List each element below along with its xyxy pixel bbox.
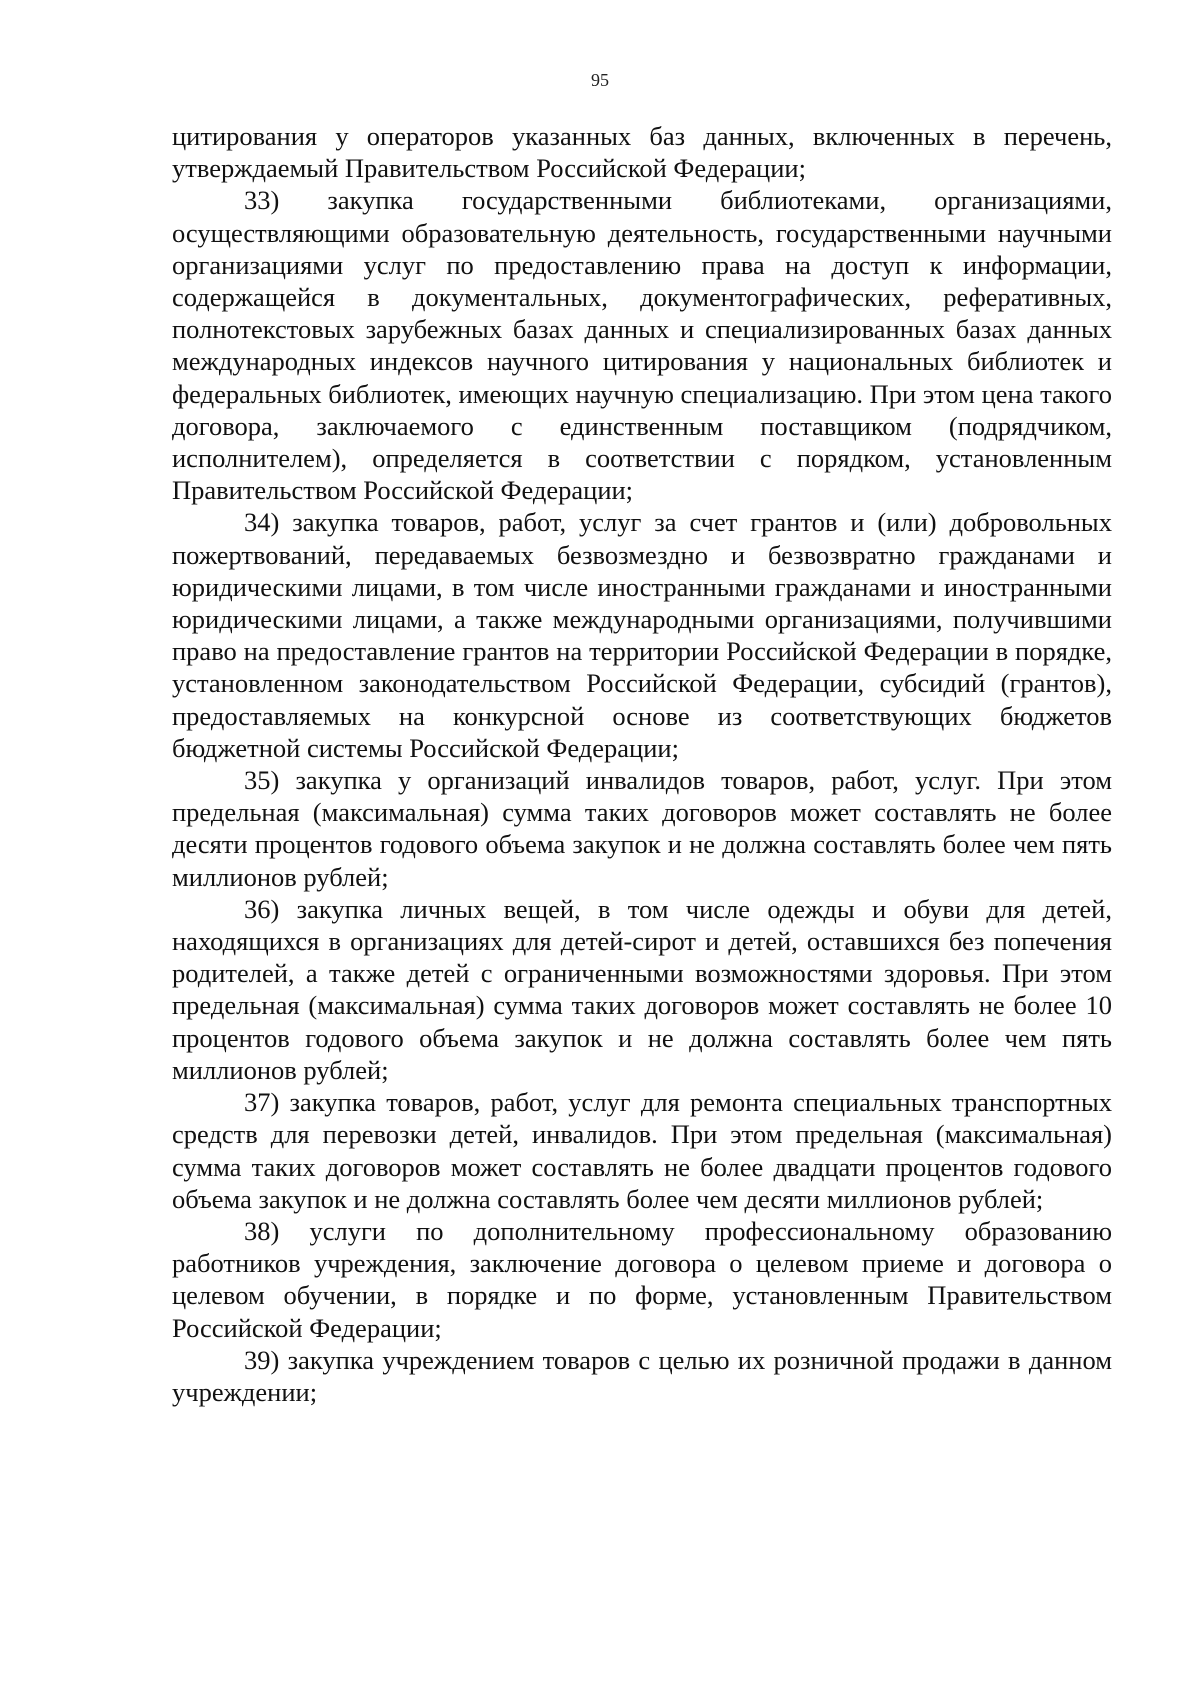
paragraph-item-38: 38) услуги по дополнительному профессиональному образованию работников учреждения, заключение договора о целевом приеме и договора о целевом обучении, в порядке и по форме, установленным Правительством Российской Федерации; bbox=[172, 1215, 1112, 1343]
paragraph-continuation: цитирования у операторов указанных баз данных, включенных в перечень, утверждаемый Правительством Российской Федерации; bbox=[172, 121, 1112, 184]
page-number: 95 bbox=[591, 70, 609, 90]
paragraph-item-39: 39) закупка учреждением товаров с целью их розничной продажи в данном учреждении; bbox=[172, 1344, 1112, 1407]
paragraph-item-36: 36) закупка личных вещей, в том числе одежды и обуви для детей, находящихся в организациях для детей-сирот и детей, оставшихся без попечения родителей, а также детей с ограниченными возможностями здоровья. При этом предельная (максимальная) сумма таких договоров может составлять не более 10 процентов годового объема закупок и не должна составлять более чем пять миллионов рублей; bbox=[172, 893, 1112, 1085]
paragraph-item-37: 37) закупка товаров, работ, услуг для ремонта специальных транспортных средств для перевозки детей, инвалидов. При этом предельная (максимальная) сумма таких договоров может составлять не более двадцати процентов годового объема закупок и не должна составлять более чем десяти миллионов рублей; bbox=[172, 1087, 1112, 1214]
paragraph-item-34: 34) закупка товаров, работ, услуг за счет грантов и (или) добровольных пожертвований, передаваемых безвозмездно и безвозвратно гражданами и юридическими лицами, в том числе иностранными гражданами и иностранными юридическими лицами, а также международными организациями, получившими право на предоставление грантов на территории Российской Федерации в порядке, установленном законодательством Российской Федерации, субсидий (грантов), предоставляемых на конкурсной основе из соответствующих бюджетов бюджетной системы Российской Федерации; bbox=[172, 507, 1112, 763]
document-body bbox=[172, 120, 1112, 1408]
paragraph-item-33: 33) закупка государственными библиотеками, организациями, осуществляющими образовательную деятельность, государственными научными организациями услуг по предоставлению права на доступ к информации, содержащейся в документальных, документографических, реферативных, полнотекстовых зарубежных базах данных и специализированных базах данных международных индексов научного цитирования у национальных библиотек и федеральных библиотек, имеющих научную специализацию. При этом цена такого договора, заключаемого с единственным поставщиком (подрядчиком, исполнителем), определяется в соответствии с порядком, установленным Правительством Российской Федерации; bbox=[172, 185, 1112, 506]
paragraph-item-35: 35) закупка у организаций инвалидов товаров, работ, услуг. При этом предельная (максимальная) сумма таких договоров может составлять не более десяти процентов годового объема закупок и не должна составлять более чем пять миллионов рублей; bbox=[172, 765, 1112, 892]
